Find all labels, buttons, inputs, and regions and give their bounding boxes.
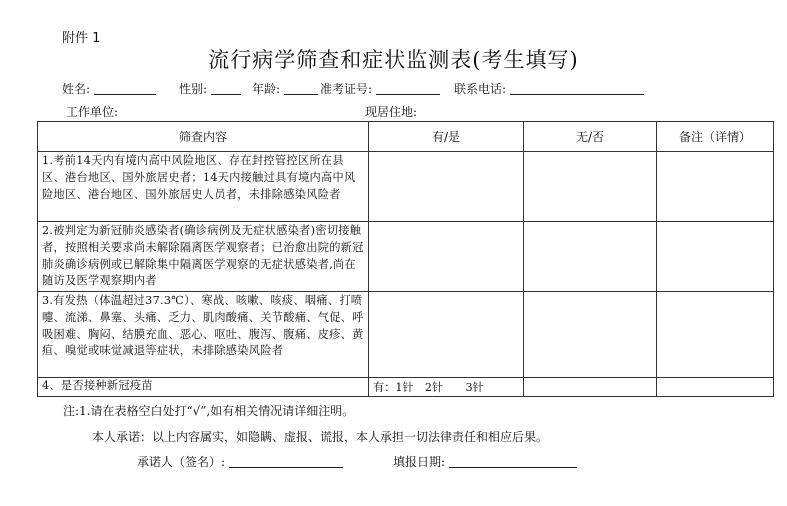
workplace-label: 工作单位: [66,105,119,119]
attachment-label: 附件 1 [62,31,101,46]
screening-table [37,121,774,397]
row-3-yes-cell[interactable] [369,292,524,378]
ticket-label: 准考证号: [320,82,373,96]
row-2-remarks-cell[interactable] [657,222,774,292]
age-input[interactable] [284,82,318,95]
row-3-no-cell[interactable] [524,292,657,378]
header-remarks: 备注（详情） [657,122,774,152]
header-yes: 有/是 [369,122,524,152]
age-label: 年龄: [252,82,281,96]
name-input[interactable] [94,82,156,95]
ticket-field [320,80,440,97]
pledge-text: 本人承诺：以上内容属实，如隐瞒、虚报、谎报，本人承担一切法律责任和相应后果。 [92,430,549,444]
header-content: 筛查内容 [38,122,369,152]
signature-input[interactable] [229,455,343,468]
name-field [62,80,156,97]
signature-field [137,453,343,470]
gender-input[interactable] [211,82,241,95]
row-2-question: 2.被判定为新冠肺炎感染者(确诊病例及无症状感染者)密切接触者，按照相关要求尚未解除隔离医学观察者；已治愈出院的新冠肺炎确诊病例或已解除集中隔离医学观察的无症状感染者,尚在随访及医学观察期内者 [38,222,369,292]
row-1-remarks-cell[interactable] [657,152,774,222]
form-title: 流行病学筛查和症状监测表(考生填写) [208,48,579,72]
header-no: 无/否 [524,122,657,152]
row-1-yes-cell[interactable] [369,152,524,222]
address-field [365,103,417,120]
row-1-no-cell[interactable] [524,152,657,222]
table-row [38,222,774,292]
table-row [38,378,774,397]
table-header-row [38,122,774,152]
row-4-remarks-cell[interactable] [657,378,774,397]
ticket-input[interactable] [376,82,440,95]
note-1: 注:1.请在表格空白处打“√”,如有相关情况请详细注明。 [63,404,355,418]
row-1-question: 1.考前14天内有境内高中风险地区、存在封控管控区所在县区、港台地区、国外旅居史者；14天内接触过具有境内高中风险地区、港台地区、国外旅居史人员者，未排除感染风险者 [38,152,369,222]
gender-field [179,80,241,97]
row-3-question: 3.有发热（体温超过37.3℃）、寒战、咳嗽、咳痰、咽痛、打喷嚏、流涕、鼻塞、头痛、乏力、肌肉酸痛、关节酸痛、气促、呼吸困难、胸闷、结膜充血、恶心、呕吐、腹泻、腹痛、皮疹、黄疸、嗅觉或味觉减退等症状，未排除感染风险者 [38,292,369,378]
row-4-no-cell[interactable] [524,378,657,397]
row-2-no-cell[interactable] [524,222,657,292]
workplace-field [66,103,118,120]
age-field [252,80,318,97]
gender-label: 性别: [179,82,208,96]
date-input[interactable] [449,455,577,468]
table-row [38,152,774,222]
phone-input[interactable] [510,82,644,95]
date-field [393,453,577,470]
row-3-remarks-cell[interactable] [657,292,774,378]
row-4-vaccine-answer[interactable]: 有：1针 2针 3针 [369,378,524,397]
phone-label: 联系电话: [454,82,507,96]
row-4-question: 4、是否接种新冠疫苗 [38,378,369,397]
table-row [38,292,774,378]
name-label: 姓名: [62,82,91,96]
address-label: 现居住地: [365,105,418,119]
date-label: 填报日期: [393,455,446,469]
row-2-yes-cell[interactable] [369,222,524,292]
signature-label: 承诺人（签名）: [137,455,226,469]
phone-field [454,80,644,97]
